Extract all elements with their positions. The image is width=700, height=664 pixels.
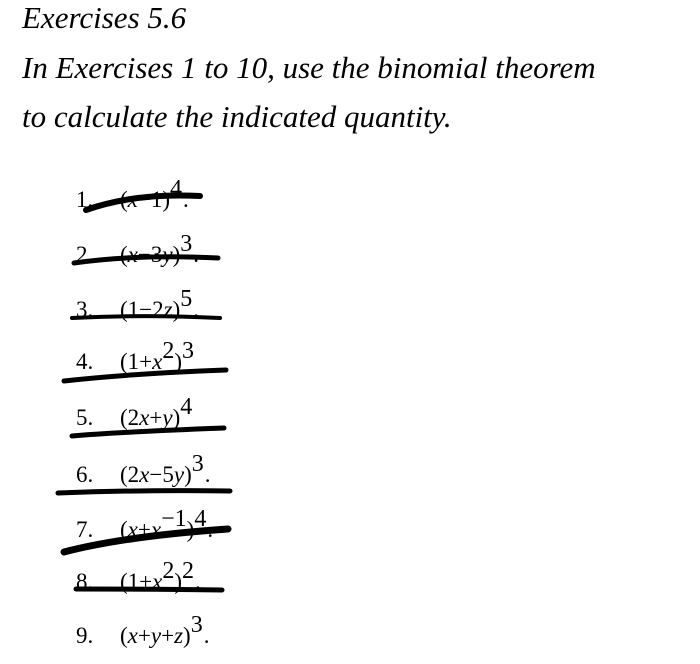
strike-mark: [64, 370, 226, 381]
exercise-number: 1.: [76, 187, 94, 212]
exercise-expression: $(1+x^2)^3$: [120, 338, 195, 374]
exercise-expression: $(1-2z)^5$.: [120, 286, 200, 322]
exercise-expression: $(x-3y)^3$.: [120, 231, 200, 267]
exercise-expression: $(x+y+z)^3$.: [120, 612, 210, 648]
strike-mark: [74, 257, 218, 263]
exercise-number: 9.: [76, 623, 94, 648]
instruction-line-2: to calculate the indicated quantity.: [22, 99, 452, 134]
strike-mark: [72, 316, 220, 318]
exercise-expression: $(x-1)^4$.: [120, 176, 189, 212]
exercise-number: 7.: [76, 517, 94, 542]
exercise-expression: $(1+x^2)^2$.: [120, 558, 201, 594]
exercise-expression: $(2x+y)^4$: [120, 394, 193, 430]
exercise-expression: $(x+x^{-1})^4$.: [120, 506, 214, 542]
strike-mark: [76, 589, 222, 590]
exercise-number: 6.: [76, 462, 94, 487]
strike-mark: [72, 428, 224, 436]
strike-mark: [58, 491, 230, 493]
exercise-number: 4.: [76, 349, 94, 374]
exercise-number: 5.: [76, 405, 94, 430]
section-title: Exercises 5.6: [22, 0, 187, 35]
strike-mark: [64, 529, 228, 552]
exercise-expression: $(2x-5y)^3$.: [120, 451, 211, 487]
exercise-number: 8.: [76, 569, 94, 594]
strike-mark: [86, 196, 200, 210]
exercise-number: 3.: [76, 297, 94, 322]
exercise-number: 2.: [76, 242, 94, 267]
instruction-line-1: In Exercises 1 to 10, use the binomial theorem: [22, 50, 596, 85]
